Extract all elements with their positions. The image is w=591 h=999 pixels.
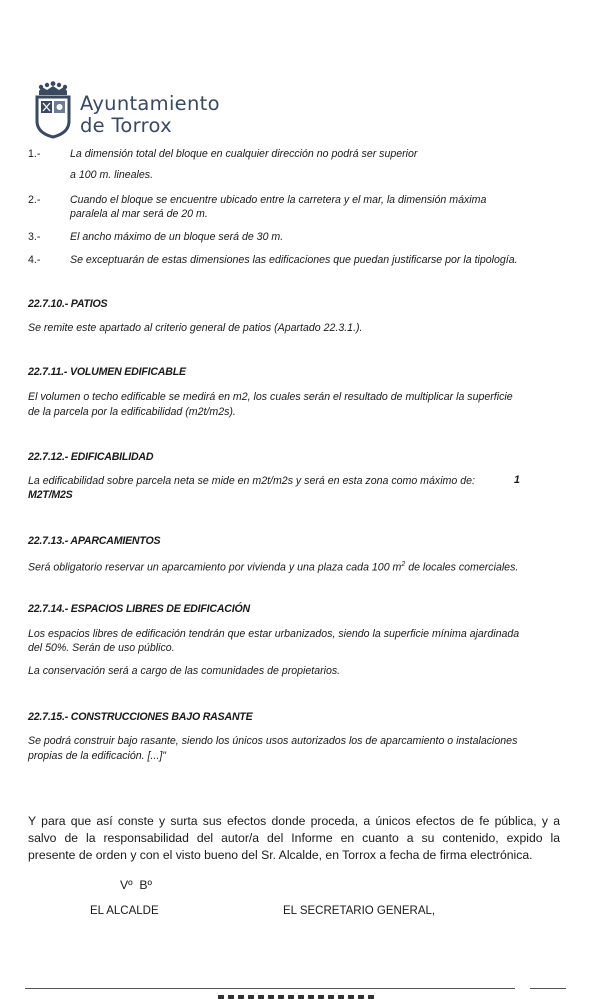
section-heading: 22.7.10.- PATIOS [28, 298, 108, 310]
section-text: Se podrá construir bajo rasante, siendo los únicos usos autorizados los de aparcamiento o instalaciones [28, 735, 518, 747]
section-heading: 22.7.15.- CONSTRUCCIONES BAJO RASANTE [28, 711, 253, 723]
section-text: La edificabilidad sobre parcela neta se mide en m2t/m2s y será en esta zona como máximo de: [28, 475, 475, 487]
section-heading: 22.7.14.- ESPACIOS LIBRES DE EDIFICACIÓN [28, 603, 250, 615]
list-number: 4.- [28, 254, 41, 266]
footer-rule-short [530, 988, 566, 989]
list-item-text-cont: a 100 m. lineales. [70, 169, 154, 181]
section-heading: 22.7.12.- EDIFICABILIDAD [28, 451, 154, 463]
closing-line: presente de orden y con el visto bueno del Sr. Alcalde, en Torrox a fecha de firma electrónica. [28, 848, 533, 862]
list-number: 3.- [28, 231, 41, 243]
section-heading: 22.7.13.- APARCAMIENTOS [28, 535, 161, 547]
closing-line: salvo de la responsabilidad del autor/a del Informe en cuanto a su contenido, expido la [28, 831, 560, 845]
list-item-text: Se exceptuarán de estas dimensiones las edificaciones que puedan justificarse por la tipología. [70, 254, 518, 266]
list-item-text-cont: paralela al mar será de 20 m. [70, 208, 208, 220]
section-text: Los espacios libres de edificación tendrán que estar urbanizados, siendo la superficie mínima ajardinada [28, 628, 520, 640]
edificabilidad-value: 1 [514, 474, 520, 486]
edificabilidad-unit: M2T/M2S [28, 489, 73, 501]
list-item-text: Cuando el bloque se encuentre ubicado entre la carretera y el mar, la dimensión máxima [70, 194, 487, 206]
footer-cut-text [218, 995, 378, 999]
section-heading: 22.7.11.- VOLUMEN EDIFICABLE [28, 366, 186, 378]
superscript: 2 [401, 561, 406, 568]
list-number: 2.- [28, 194, 41, 206]
list-item-text: El ancho máximo de un bloque será de 30 m. [70, 231, 284, 243]
section-text [28, 558, 518, 575]
list-item-text: La dimensión total del bloque en cualquier dirección no podrá ser superior [70, 148, 418, 160]
aparcamientos-text-after: de locales comerciales. [405, 561, 519, 574]
section-text: de la parcela por la edificabilidad (m2t/m2s). [28, 406, 236, 418]
footer-rule [25, 988, 515, 989]
org-name-line2: de Torrox [80, 114, 172, 137]
section-text: del 50%. Serán de uso público. [28, 642, 175, 654]
section-text: La conservación será a cargo de las comunidades de propietarios. [28, 665, 341, 677]
org-name-line1: Ayuntamiento [80, 92, 220, 115]
secretario-label: EL SECRETARIO GENERAL, [283, 905, 436, 917]
aparcamientos-text: Será obligatorio reservar un aparcamiento por vivienda y una plaza cada 100 m [28, 561, 402, 574]
visto-bueno: Vº Bº [120, 878, 152, 892]
closing-line: Y para que así conste y surta sus efectos donde proceda, a únicos efectos de fe pública, y a [28, 814, 560, 828]
section-text: propias de la edificación. [...]" [28, 750, 167, 762]
list-number: 1.- [28, 148, 41, 160]
section-text: El volumen o techo edificable se medirá en m2, los cuales serán el resultado de multiplicar la superficie [28, 391, 513, 403]
section-text: Se remite este apartado al criterio general de patios (Apartado 22.3.1.). [28, 322, 363, 334]
alcalde-label: EL ALCALDE [90, 905, 159, 917]
town-crest-logo [33, 81, 73, 139]
